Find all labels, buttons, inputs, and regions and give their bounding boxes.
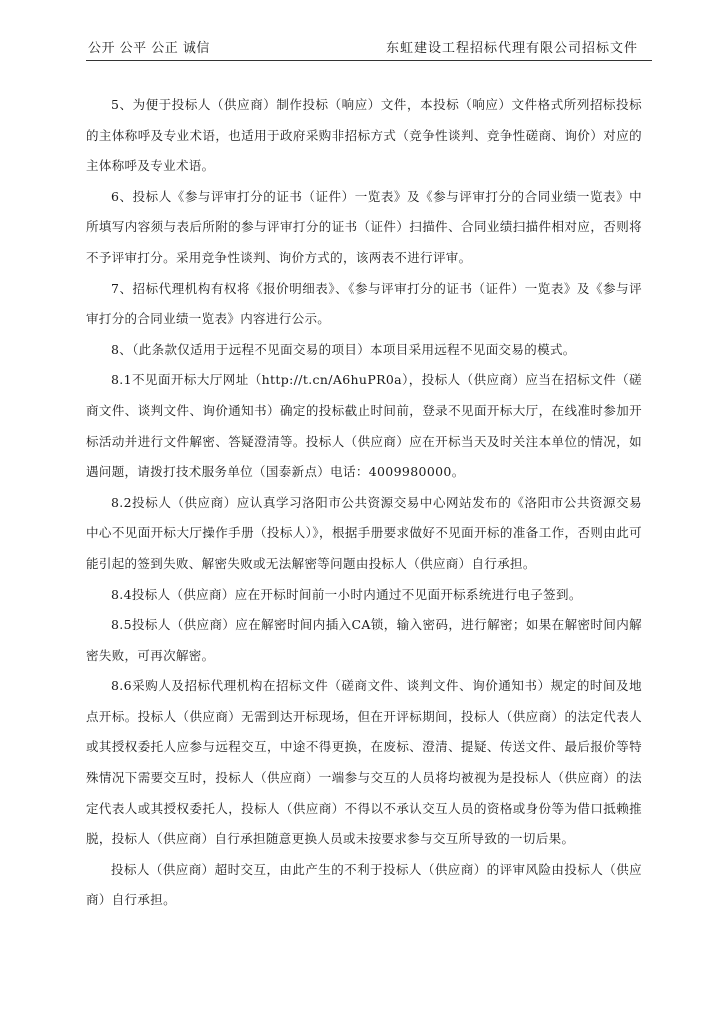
paragraph-timeout: 投标人（供应商）超时交互，由此产生的不利于投标人（供应商）的评审风险由投标人（供应商）自行承担。 xyxy=(86,861,642,908)
paragraph-8-2: 8.2投标人（供应商）应认真学习洛阳市公共资源交易中心网站发布的《洛阳市公共资源交易中心不见面开标大厅操作手册（投标人）》，根据手册要求做好不见面开标的准备工作，否则由此可能引起的签到失败、解密失败或无法解密等问题由投标人（供应商）自行承担。 xyxy=(86,494,642,571)
header-slogan: 公开 公平 公正 诚信 xyxy=(88,41,210,56)
paragraph-7: 7、招标代理机构有权将《报价明细表》、《参与评审打分的证书（证件）一览表》及《参与评审打分的合同业绩一览表》内容进行公示。 xyxy=(86,280,642,327)
page-header xyxy=(86,38,652,61)
paragraph-5: 5、为便于投标人（供应商）制作投标（响应）文件，本投标（响应）文件格式所列招标投标的主体称呼及专业术语，也适用于政府采购非招标方式（竞争性谈判、竞争性磋商、询价）对应的主体称呼及专业术语。 xyxy=(86,97,642,174)
paragraph-6: 6、投标人《参与评审打分的证书（证件）一览表》及《参与评审打分的合同业绩一览表》中所填写内容须与表后所附的参与评审打分的证书（证件）扫描件、合同业绩扫描件相对应，否则将不予评审打分。采用竞争性谈判、询价方式的，该两表不进行评审。 xyxy=(86,188,642,265)
paragraph-8-4: 8.4投标人（供应商）应在开标时间前一小时内通过不见面开标系统进行电子签到。 xyxy=(111,586,582,602)
document-body xyxy=(86,90,642,916)
paragraph-8-1: 8.1不见面开标大厅网址（http://t.cn/A6huPR0a），投标人（供应商）应当在招标文件（磋商文件、谈判文件、询价通知书）确定的投标截止时间前，登录不见面开标大厅，在线准时参加开标活动并进行文件解密、答疑澄清等。投标人（供应商）应在开标当天及时关注本单位的情况，如遇问题，请拨打技术服务单位（国泰新点）电话：4009980000。 xyxy=(86,372,642,480)
paragraph-8-5: 8.5投标人（供应商）应在解密时间内插入CA锁，输入密码，进行解密；如果在解密时间内解密失败，可再次解密。 xyxy=(86,617,642,663)
paragraph-8: 8、（此条款仅适用于远程不见面交易的项目）本项目采用远程不见面交易的模式。 xyxy=(111,341,576,357)
header-company-title: 东虹建设工程招标代理有限公司招标文件 xyxy=(385,41,638,56)
paragraph-8-6: 8.6采购人及招标代理机构在招标文件（磋商文件、谈判文件、询价通知书）规定的时间及地点开标。投标人（供应商）无需到达开标现场，但在开评标期间，投标人（供应商）的法定代表人或其授权委托人应参与远程交互，中途不得更换，在废标、澄清、提疑、传送文件、最后报价等特殊情况下需要交互时，投标人（供应商）一端参与交互的人员将均被视为是投标人（供应商）的法定代表人或其授权委托人，投标人（供应商）不得以不承认交互人员的资格或身份等为借口抵赖推脱，投标人（供应商）自行承担随意更换人员或未按要求参与交互所导致的一切后果。 xyxy=(86,678,642,847)
